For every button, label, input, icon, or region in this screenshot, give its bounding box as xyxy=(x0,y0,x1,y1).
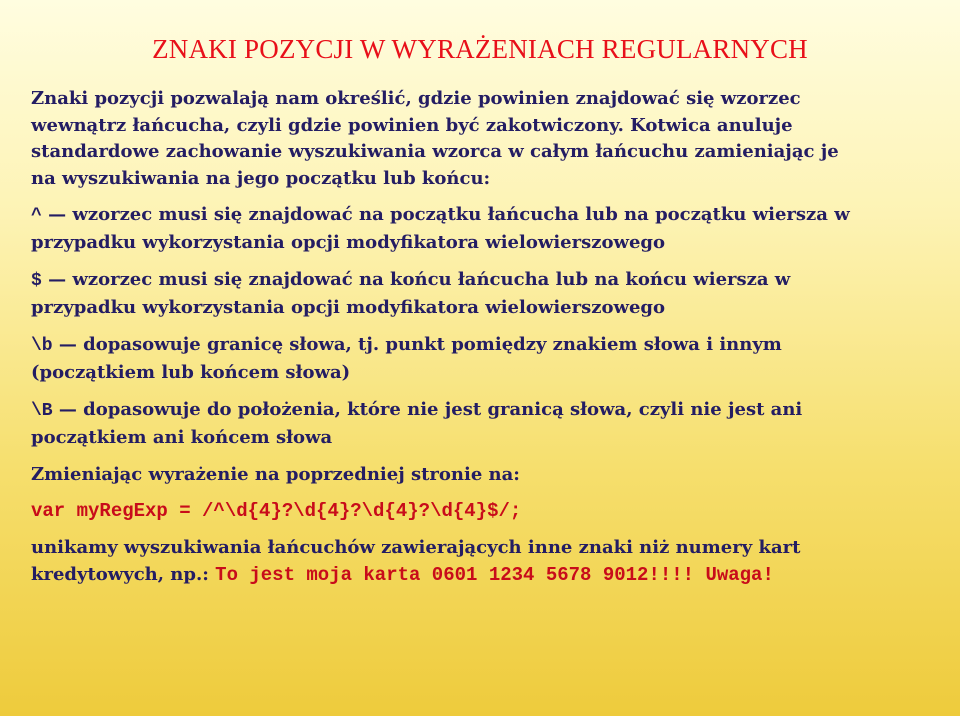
intro-line: Znaki pozycji pozwalają nam określić, gdzie powinien znajdować się wzorzec xyxy=(31,88,801,109)
anchor-description: (początkiem lub końcem słowa) xyxy=(31,361,351,383)
anchor-description: — dopasowuje granicę słowa, tj. punkt pomiędzy znakiem słowa i innym xyxy=(58,334,782,355)
anchor-description: — wzorzec musi się znajdować na końcu łańcucha lub na końcu wiersza w xyxy=(48,269,791,290)
example-string: To jest moja karta 0601 1234 5678 9012!!!! Uwaga! xyxy=(215,563,774,586)
regex-code-line: var myRegExp = /^\d{4}?\d{4}?\d{4}?\d{4}$/; xyxy=(31,499,522,522)
anchor-description: początkiem ani końcem słowa xyxy=(31,426,333,448)
anchor-symbol: \b xyxy=(31,336,53,356)
conclusion-paragraph xyxy=(31,535,936,588)
intro-line: na wyszukiwania na jego początku lub końcu: xyxy=(31,167,491,189)
anchor-description: przypadku wykorzystania opcji modyfikatora wielowierszowego xyxy=(31,296,665,318)
intro-line: standardowe zachowanie wyszukiwania wzorca w całym łańcuchu zamieniając je xyxy=(31,141,839,162)
anchor-description: przypadku wykorzystania opcji modyfikatora wielowierszowego xyxy=(31,231,665,253)
anchor-description: — wzorzec musi się znajdować na początku łańcucha lub na początku wiersza w xyxy=(48,204,850,225)
change-expression-text: Zmieniając wyrażenie na poprzedniej stronie na: xyxy=(31,464,520,485)
anchor-description: — dopasowuje do położenia, które nie jest granicą słowa, czyli nie jest ani xyxy=(58,399,803,420)
anchor-symbol: $ xyxy=(31,271,42,291)
conclusion-line: kredytowych, np.: xyxy=(31,563,209,585)
intro-paragraph xyxy=(31,86,936,192)
anchor-caret-item xyxy=(31,202,936,256)
intro-line: wewnątrz łańcucha, czyli gdzie powinien być zakotwiczony. Kotwica anuluje xyxy=(31,114,793,136)
slide-title: ZNAKI POZYCJI W WYRAŻENIACH REGULARNYCH xyxy=(152,34,808,64)
anchor-symbol: \B xyxy=(31,401,53,421)
anchor-non-word-boundary-item xyxy=(31,397,936,451)
anchor-word-boundary-item xyxy=(31,332,936,386)
anchor-symbol: ^ xyxy=(31,206,42,226)
anchor-dollar-item xyxy=(31,267,936,321)
slide-content xyxy=(31,86,936,588)
conclusion-line: unikamy wyszukiwania łańcuchów zawierających inne znaki niż numery kart xyxy=(31,537,801,558)
